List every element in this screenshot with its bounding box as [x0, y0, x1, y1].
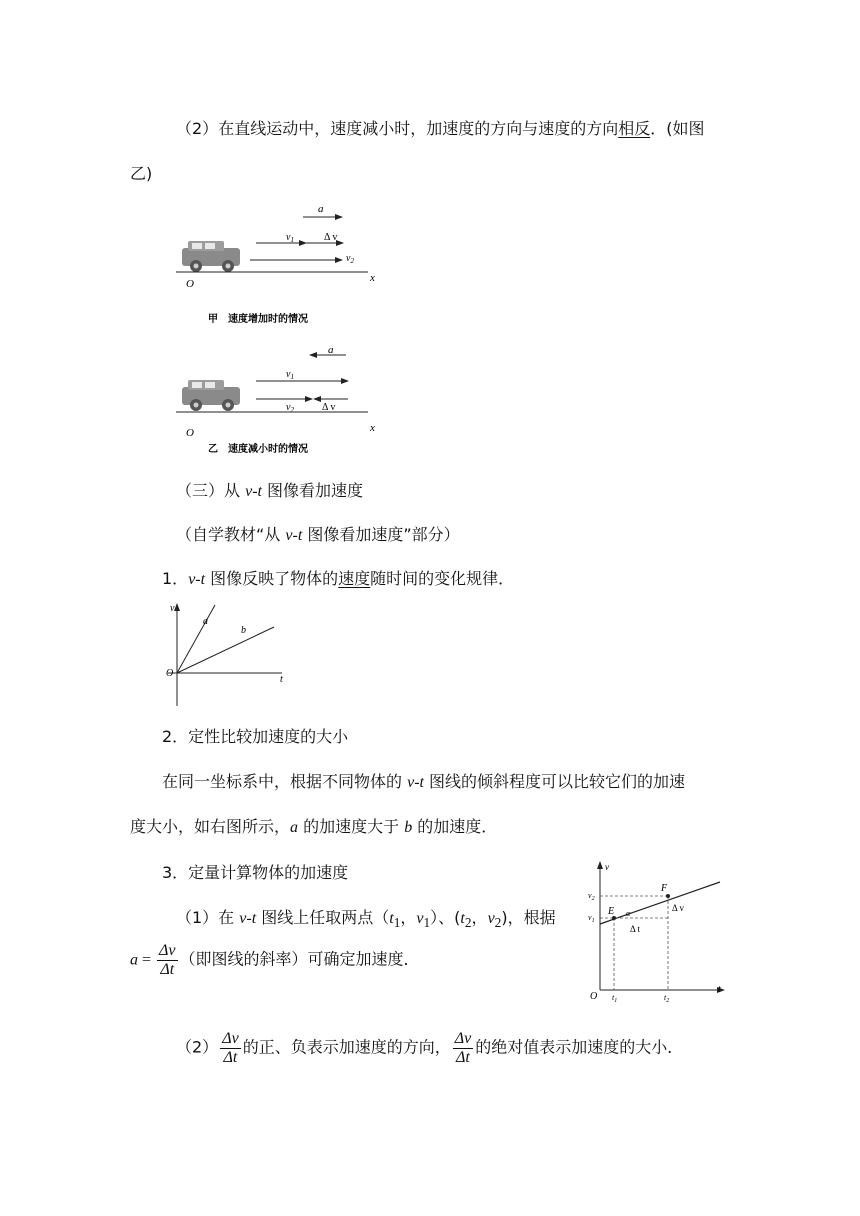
label-v2: $v_2$: [346, 253, 354, 265]
figure-increase: [176, 203, 375, 325]
paragraph-continuation: 乙): [130, 164, 153, 183]
paren-mid: ）、(: [430, 908, 461, 927]
line-text-post: 的加速度．: [412, 817, 498, 836]
paragraph-text: 在直线运动中，速度减小时，加速度的方向与速度的方向: [218, 119, 619, 138]
label-v: v: [605, 862, 609, 872]
label-t2: $t_2$: [664, 993, 670, 1004]
label-t: t: [280, 674, 283, 685]
item-1: [162, 566, 514, 589]
note-var: v-t: [285, 527, 303, 544]
step-text-post: 的绝对值表示加速度的大小．: [475, 1037, 684, 1057]
label-x: x: [370, 422, 375, 434]
item-number: 1．: [162, 569, 189, 588]
item-3-formula-line: [130, 942, 420, 978]
item-2-line-1: [162, 769, 685, 792]
comma: ，: [471, 908, 488, 927]
label-dv: Δ v: [322, 402, 336, 413]
key-term-velocity: 速度: [338, 569, 371, 588]
label-alpha: α: [626, 909, 631, 918]
note-text: （自学教材“从: [176, 525, 286, 544]
var-b: b: [404, 819, 413, 836]
label-dv: Δ v: [672, 903, 685, 913]
label-origin: O: [186, 278, 194, 290]
label-a: a: [318, 203, 324, 215]
formula-eq: =: [138, 951, 156, 969]
label-a: a: [328, 344, 334, 356]
fraction-denominator: Δt: [160, 960, 175, 978]
line-text: 度大小，如右图所示，: [130, 817, 291, 836]
section-title: [176, 478, 363, 501]
car-icon: [182, 380, 240, 411]
label-v2: $v_2$: [588, 891, 595, 902]
step-text-mid: 的正、负表示加速度的方向，: [242, 1037, 451, 1057]
step-text-post: )，根据: [501, 908, 556, 927]
fraction-denominator: Δt: [456, 1048, 470, 1066]
label-dt: Δ t: [630, 924, 641, 934]
sub-1: 1: [423, 915, 431, 931]
var-t2: t: [460, 910, 465, 927]
label-dv: Δ v: [324, 232, 338, 243]
label-v2: $v_2$: [286, 402, 294, 414]
label-v1: $v_1$: [286, 369, 294, 381]
label-x: x: [370, 272, 375, 284]
item-var: v-t: [188, 571, 206, 588]
line-a: [177, 605, 215, 673]
fraction-numerator: Δv: [222, 1030, 239, 1047]
line-text: 在同一坐标系中，根据不同物体的: [162, 772, 408, 791]
slope-graph-figure: [584, 858, 730, 1004]
item-3-step-2: [176, 1030, 683, 1066]
formula-text: （即图线的斜率）可确定加速度．: [179, 949, 420, 969]
car-motion-figure: [168, 198, 398, 460]
sub-2: 2: [464, 915, 472, 931]
var-v2: v: [487, 910, 495, 927]
comma: ，: [400, 908, 417, 927]
paragraph-velocity-decrease: [176, 116, 704, 139]
label-origin: O: [186, 427, 194, 439]
label-e: E: [608, 906, 615, 917]
fraction-denominator: Δt: [223, 1048, 238, 1066]
vt-graph-figure: [160, 598, 300, 710]
label-v1: $v_1$: [588, 913, 595, 924]
label-origin: O: [166, 668, 174, 679]
item-text: 图像反映了物体的: [205, 569, 339, 588]
label-b: b: [241, 625, 246, 636]
caption-decrease: 乙 速度减小时的情况: [208, 444, 308, 455]
title-text: （三）从: [176, 481, 246, 500]
label-f: F: [661, 883, 668, 894]
label-v: v: [170, 603, 175, 614]
formula-fraction: [157, 942, 178, 978]
label-origin: O: [590, 991, 598, 1002]
step-number: （2）: [176, 1037, 219, 1057]
var-a: a: [290, 819, 299, 836]
sub-2: 2: [494, 915, 502, 931]
sub-1: 1: [393, 915, 401, 931]
title-var: v-t: [245, 483, 262, 500]
label-a: a: [203, 616, 208, 627]
fraction-1: [220, 1030, 241, 1066]
step-text-mid: 图线上任取两点（: [256, 908, 390, 927]
caption-increase: 甲 速度增加时的情况: [208, 314, 308, 325]
line-text-post: 图线的倾斜程度可以比较它们的加速: [423, 772, 686, 791]
item-2-title: 2．定性比较加速度的大小: [162, 727, 349, 746]
formula-a: a: [130, 951, 138, 969]
line-b: [177, 627, 274, 673]
label-t1: $t_1$: [612, 993, 618, 1004]
fraction-2: [453, 1030, 474, 1066]
fraction-numerator: Δv: [159, 942, 176, 959]
fraction-numerator: Δv: [454, 1030, 472, 1047]
point-f: [666, 894, 670, 898]
key-term-opposite: 相反: [618, 119, 651, 138]
item-2-line-2: [130, 814, 497, 837]
item-text-post: 随时间的变化规律．: [370, 569, 515, 588]
note-text-post: 图像看加速度”部分）: [302, 525, 460, 544]
car-icon: [182, 241, 240, 272]
item-number: （2）: [176, 119, 219, 138]
var-t1: t: [389, 910, 394, 927]
var-v1: v: [416, 910, 424, 927]
item-3-title: 3．定量计算物体的加速度: [162, 863, 349, 882]
title-text-post: 图像看加速度: [261, 481, 364, 500]
item-3-step-1: [176, 905, 556, 931]
label-t: t: [718, 984, 721, 995]
figure-decrease: [176, 344, 375, 455]
line-var: v-t: [407, 774, 424, 791]
paragraph-tail: ．(如图: [650, 119, 705, 138]
section-note: [176, 522, 460, 545]
label-v1: $v_1$: [286, 232, 294, 244]
line-text-mid: 的加速度大于: [298, 817, 405, 836]
step-text: （1）在: [176, 908, 240, 927]
step-var: v-t: [239, 910, 257, 927]
